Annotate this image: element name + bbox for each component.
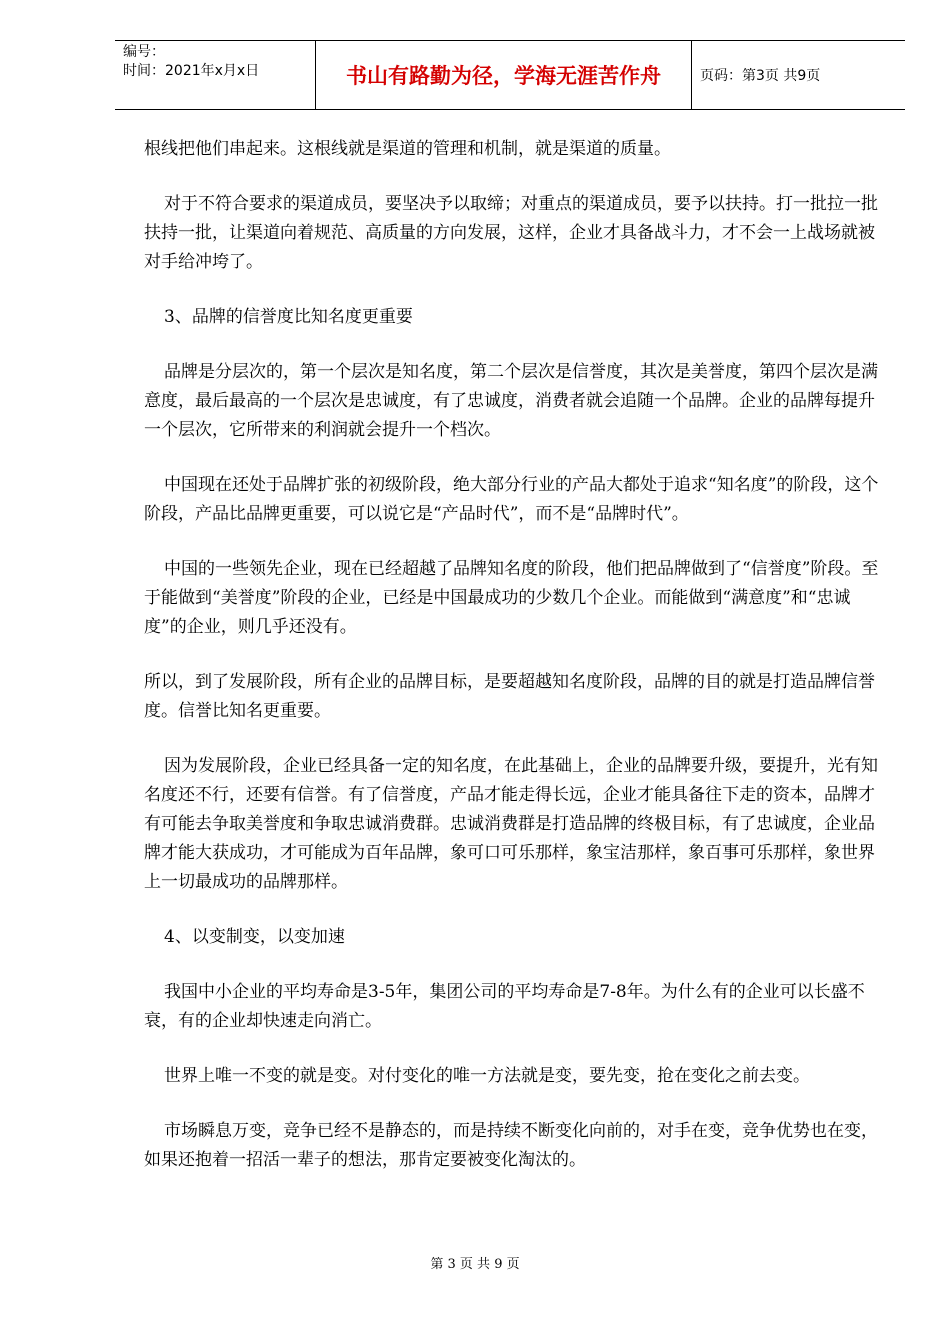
header-page-label: 页码：第3页 共9页: [700, 68, 821, 84]
header-time-label: 时间：2021年x月x日: [123, 63, 260, 79]
paragraph: 所以，到了发展阶段，所有企业的品牌目标，是要超越知名度阶段，品牌的目的就是打造品牌信誉度。信誉比知名更重要。: [144, 672, 875, 721]
paragraph: 市场瞬息万变，竞争已经不是静态的，而是持续不断变化向前的，对手在变，竞争优势也在变，如果还抱着一招活一辈子的想法，那肯定要被变化淘汰的。: [144, 1121, 878, 1170]
header-meta: [115, 41, 315, 109]
header-motto: 书山有路勤为径，学海无涯苦作舟: [315, 41, 692, 109]
paragraph: 中国现在还处于品牌扩张的初级阶段，绝大部分行业的产品大都处于追求“知名度”的阶段，这个阶段，产品比品牌更重要，可以说它是“产品时代”，而不是“品牌时代”。: [144, 475, 879, 524]
page-footer: 第 3 页 共 9 页: [430, 1257, 520, 1272]
document-body: [144, 135, 884, 1201]
paragraph: 我国中小企业的平均寿命是3-5年，集团公司的平均寿命是7-8年。为什么有的企业可以长盛不衰，有的企业却快速走向消亡。: [144, 982, 865, 1031]
paragraph: 因为发展阶段，企业已经具备一定的知名度，在此基础上，企业的品牌要升级，要提升，光有知名度还不行，还要有信誉。有了信誉度，产品才能走得长远，企业才能具备往下走的资本，品牌才有可能去争取美誉度和争取忠诚消费群。忠诚消费群是打造品牌的终极目标，有了忠诚度，企业品牌才能大获成功，才可能成为百年品牌，象可口可乐那样，象宝洁那样，象百事可乐那样，象世界上一切最成功的品牌那样。: [144, 756, 878, 892]
paragraph: 品牌是分层次的，第一个层次是知名度，第二个层次是信誉度，其次是美誉度，第四个层次是满意度，最后最高的一个层次是忠诚度，有了忠诚度，消费者就会追随一个品牌。企业的品牌每提升一个层次，它所带来的利润就会提升一个档次。: [144, 362, 878, 440]
paragraph: 世界上唯一不变的就是变。对付变化的唯一方法就是变，要先变，抢在变化之前去变。: [164, 1066, 810, 1086]
section-heading: 4、以变制变，以变加速: [164, 927, 345, 947]
paragraph: 根线把他们串起来。这根线就是渠道的管理和机制，就是渠道的质量。: [144, 139, 671, 159]
section-heading: 3、品牌的信誉度比知名度更重要: [164, 307, 413, 327]
page-header: [115, 40, 905, 110]
header-id-label: 编号：: [123, 44, 165, 60]
paragraph: 中国的一些领先企业，现在已经超越了品牌知名度的阶段，他们把品牌做到了“信誉度”阶段。至于能做到“美誉度”阶段的企业，已经是中国最成功的少数几个企业。而能做到“满意度”和“忠诚度”的企业，则几乎还没有。: [144, 559, 879, 637]
paragraph: 对于不符合要求的渠道成员，要坚决予以取缔；对重点的渠道成员，要予以扶持。打一批拉一批扶持一批，让渠道向着规范、高质量的方向发展，这样，企业才具备战斗力，才不会一上战场就被对手给冲垮了。: [144, 194, 878, 272]
